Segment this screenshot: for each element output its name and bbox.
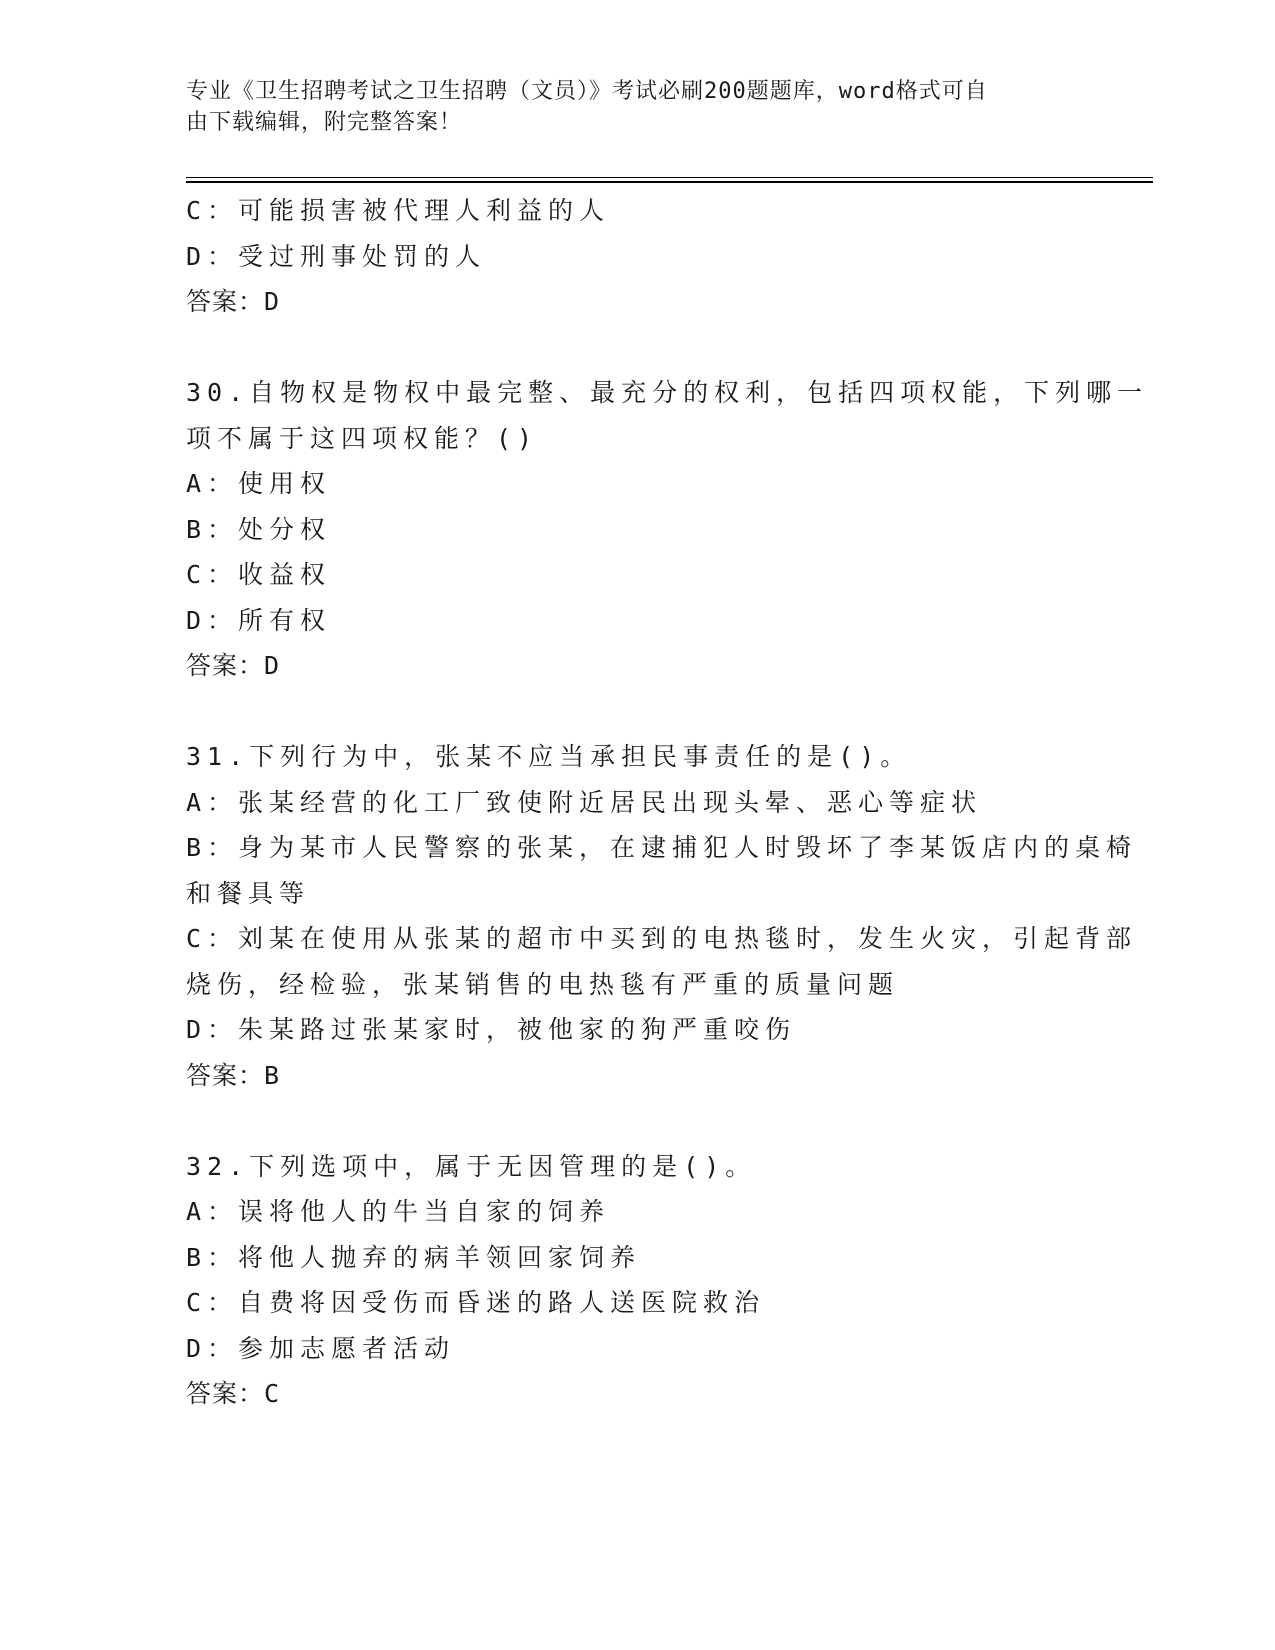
option-a: A：张某经营的化工厂致使附近居民出现头晕、恶心等症状 <box>186 787 983 817</box>
option-b: B：身为某市人民警察的张某，在逮捕犯人时毁坏了李某饭店内的桌椅 <box>186 833 1138 862</box>
header-divider-thick <box>186 181 1153 183</box>
answer-line <box>186 643 1086 689</box>
question-stem: 30.自物权是物权中最完整、最充分的权利，包括四项权能，下列哪一 <box>186 378 1149 407</box>
question-stem-continued: 项不属于这四项权能？() <box>186 423 539 453</box>
option-c: C：自费将因受伤而昏迷的路人送医院救治 <box>186 1288 766 1317</box>
option-d: D：朱某路过张某家时，被他家的狗严重咬伤 <box>186 1015 797 1044</box>
header-line-1: 专业《卫生招聘考试之卫生招聘（文员）》考试必刷200题题库，word格式可自 <box>186 79 988 104</box>
header-line-2: 由下载编辑，附完整答案！ <box>186 110 463 135</box>
option-b-continued: 和餐具等 <box>186 878 311 908</box>
answer-line <box>186 1371 1086 1417</box>
question-stem: 32.下列选项中，属于无因管理的是()。 <box>186 1151 757 1181</box>
option-c: C：收益权 <box>186 560 332 589</box>
option-d: D：受过刑事处罚的人 <box>186 241 487 271</box>
question-stem: 31.下列行为中，张某不应当承担民事责任的是()。 <box>186 742 912 771</box>
document-header <box>186 76 1066 138</box>
spacer <box>186 689 1086 735</box>
spacer <box>186 325 1086 371</box>
option-a: A：使用权 <box>186 469 332 498</box>
answer-value: D <box>264 287 281 316</box>
header-divider-thin <box>186 177 1153 178</box>
option-b: B：将他人抛弃的病羊领回家饲养 <box>186 1242 642 1272</box>
option-a: A：误将他人的牛当自家的饲养 <box>186 1197 611 1226</box>
option-c: C：可能损害被代理人利益的人 <box>186 196 611 225</box>
answer-value: B <box>264 1060 281 1090</box>
question-30 <box>186 370 1149 689</box>
answer-label: 答案： <box>186 651 265 680</box>
option-c-continued: 烧伤，经检验，张某销售的电热毯有严重的质量问题 <box>186 969 900 999</box>
answer-label: 答案： <box>186 1379 265 1408</box>
spacer <box>186 1098 1086 1144</box>
question-31 <box>186 734 1138 1098</box>
answer-label: 答案： <box>186 1060 265 1090</box>
option-b: B：处分权 <box>186 514 332 544</box>
question-list <box>186 188 1149 1417</box>
answer-value: C <box>264 1379 281 1408</box>
answer-label: 答案： <box>186 287 265 316</box>
question-29-continuation <box>186 188 1086 325</box>
answer-value: D <box>264 651 281 680</box>
option-d: D：参加志愿者活动 <box>186 1333 456 1363</box>
option-d: D：所有权 <box>186 605 332 635</box>
answer-line <box>186 279 1086 325</box>
answer-line <box>186 1053 1086 1099</box>
question-32 <box>186 1144 1086 1417</box>
option-c: C：刘某在使用从张某的超市中买到的电热毯时，发生火灾，引起背部 <box>186 924 1138 953</box>
